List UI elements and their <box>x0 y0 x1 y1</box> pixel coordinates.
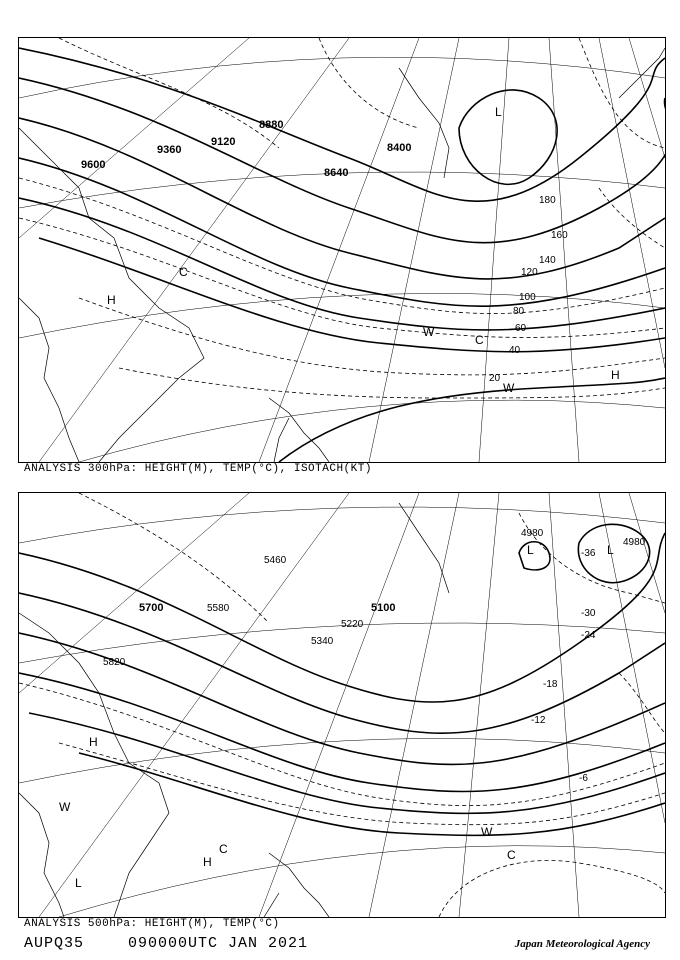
agency-credit: Japan Meteorological Agency <box>514 938 650 950</box>
isotach-label: 160 <box>551 230 568 241</box>
height-label: 9120 <box>211 136 236 148</box>
warm-center-symbol: W <box>481 825 493 839</box>
warm-center-symbol: W <box>423 325 435 339</box>
cold-center-symbol: C <box>475 333 484 347</box>
high-pressure-symbol: H <box>89 735 98 749</box>
temperature-label: -30 <box>581 608 596 619</box>
height-label: 5700 <box>139 602 164 614</box>
height-label: 5340 <box>311 636 334 647</box>
height-contours <box>19 48 665 462</box>
height-label: 9360 <box>157 144 182 156</box>
height-label: 8400 <box>387 142 412 154</box>
cold-center-symbol: C <box>219 842 228 856</box>
low-pressure-symbol: L <box>607 543 614 557</box>
height-label: 8880 <box>259 119 284 131</box>
height-label-group <box>81 119 411 179</box>
map-panel-500hpa <box>18 492 666 918</box>
isotach-label: 120 <box>521 267 538 278</box>
isotach-label-group <box>489 195 568 384</box>
chart-code: AUPQ35 <box>24 935 85 952</box>
warm-center-symbol: W <box>503 381 515 395</box>
isotach-label: 100 <box>519 292 536 303</box>
isotach-label: 140 <box>539 255 556 266</box>
latitude-lines <box>19 507 665 917</box>
isotach-label: 40 <box>509 345 521 356</box>
longitude-lines <box>19 493 665 917</box>
temperature-label-group <box>531 548 596 784</box>
isotach-label: 80 <box>513 306 525 317</box>
isotach-label: 60 <box>515 323 527 334</box>
temperature-label: -6 <box>579 773 588 784</box>
cold-center-symbol: C <box>179 265 188 279</box>
height-label: 4980 <box>521 528 544 539</box>
high-pressure-symbol: H <box>203 855 212 869</box>
height-label: 4980 <box>623 537 646 548</box>
map-500hpa <box>19 493 665 917</box>
temperature-contours <box>19 493 665 917</box>
temperature-label: -12 <box>531 715 546 726</box>
coastline <box>19 48 665 462</box>
height-label: 9600 <box>81 159 106 171</box>
low-pressure-symbol: L <box>495 105 502 119</box>
height-label: 5220 <box>341 619 364 630</box>
temperature-label: -18 <box>543 679 558 690</box>
height-label: 5460 <box>264 555 287 566</box>
height-label: 8640 <box>324 167 349 179</box>
longitude-lines <box>19 38 665 462</box>
isotach-contours <box>19 38 665 398</box>
isotach-label: 20 <box>489 373 501 384</box>
latitude-lines <box>19 57 665 462</box>
high-pressure-symbol: H <box>107 293 116 307</box>
height-contours <box>19 524 665 835</box>
map-panel-300hpa <box>18 37 666 463</box>
temperature-label: -36 <box>581 548 596 559</box>
height-label: 5820 <box>103 657 126 668</box>
height-label: 5580 <box>207 603 230 614</box>
warm-center-symbol: W <box>59 800 71 814</box>
valid-time: 090000UTC JAN 2021 <box>128 935 309 952</box>
low-pressure-symbol: L <box>527 543 534 557</box>
low-pressure-symbol: L <box>75 876 82 890</box>
panel-caption-500hpa: ANALYSIS 500hPa: HEIGHT(M), TEMP(°C) <box>24 918 280 930</box>
high-pressure-symbol: H <box>611 368 620 382</box>
isotach-label: 180 <box>539 195 556 206</box>
height-label: 5100 <box>371 602 396 614</box>
map-300hpa <box>19 38 665 462</box>
temperature-label: -24 <box>581 630 596 641</box>
panel-caption-300hpa: ANALYSIS 300hPa: HEIGHT(M), TEMP(°C), ISOTACH(KT) <box>24 463 372 475</box>
cold-center-symbol: C <box>507 848 516 862</box>
